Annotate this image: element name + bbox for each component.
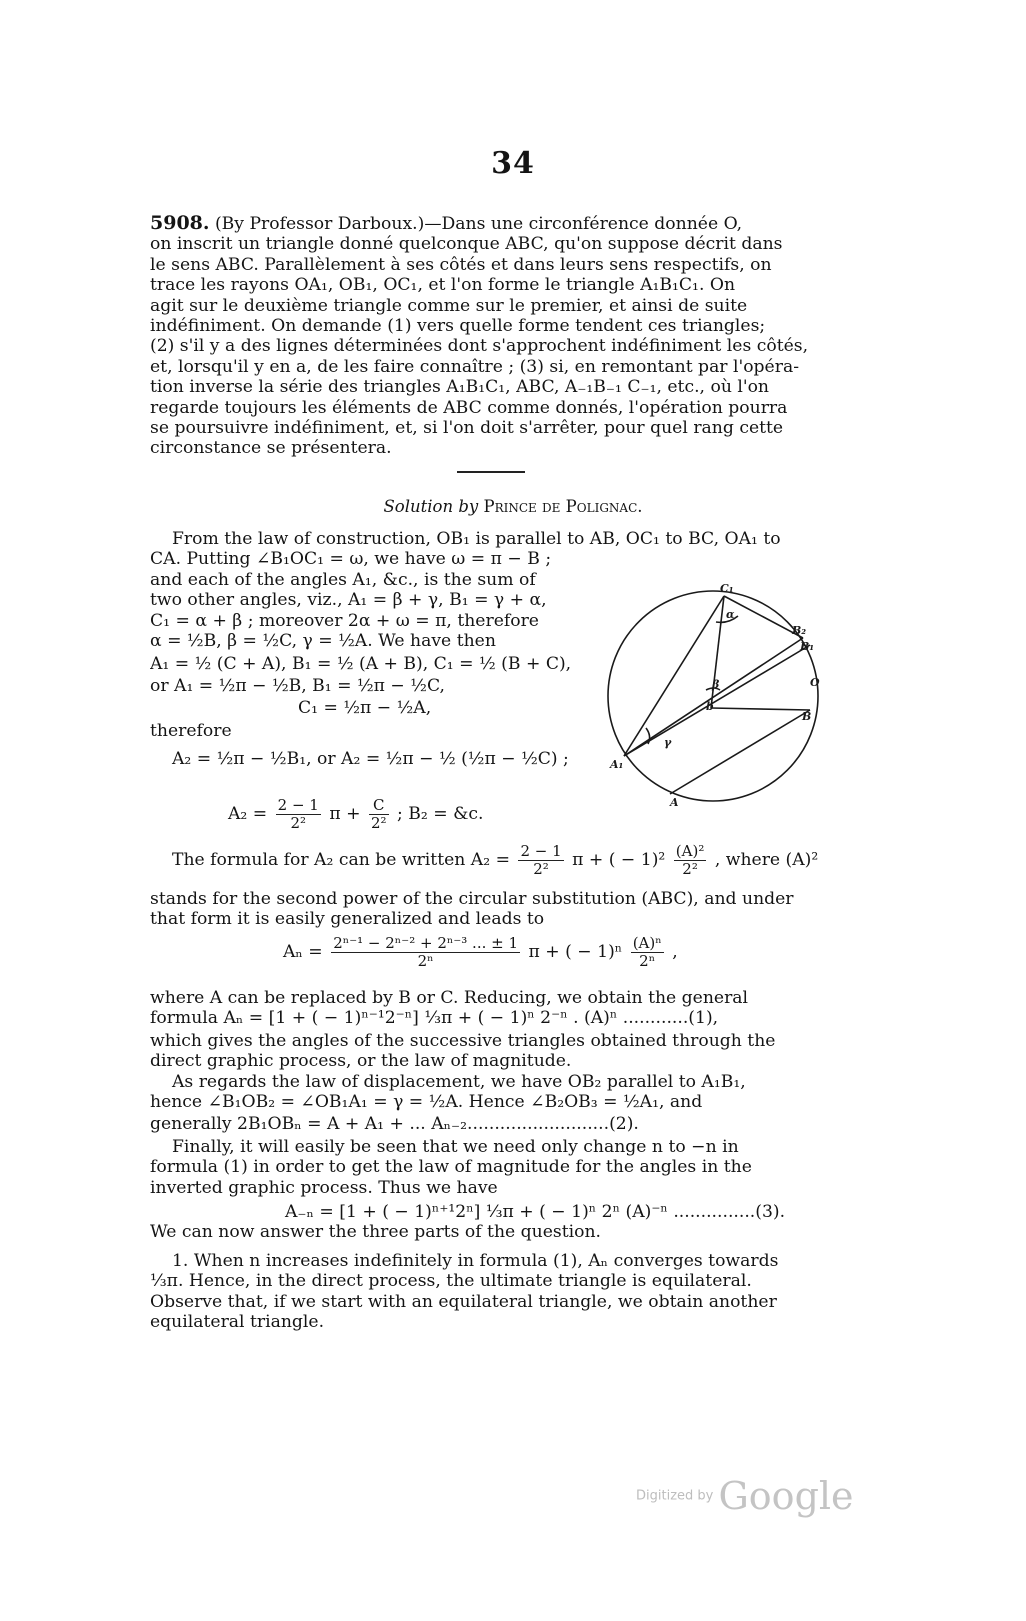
an-lhs: Aₙ = <box>283 942 323 962</box>
an-f2-den: 2ⁿ <box>639 952 656 970</box>
a2-fraction-2 <box>369 797 389 832</box>
an-fraction-2 <box>631 935 664 970</box>
label-a: A <box>670 796 679 809</box>
body-line: As regards the law of displacement, we have OB₂ parallel to A₁B₁, <box>172 1071 746 1092</box>
google-logo-text: Google <box>718 1474 854 1518</box>
problem-line: le sens ABC. Parallèlement à ses côtés et dans leurs sens respectifs, on <box>150 254 772 275</box>
formula-line-post: , where (A)² <box>714 850 819 870</box>
an-mid: π + ( − 1)ⁿ <box>528 942 623 962</box>
a2-mid: π + <box>329 804 361 824</box>
label-beta: β <box>712 678 720 691</box>
a2-fraction-1 <box>276 797 321 832</box>
intro-line: CA. Putting ∠B₁OC₁ = ω, we have ω = π − B ; <box>150 549 552 570</box>
solution-left-column <box>150 570 590 770</box>
a2-f1-den: 2² <box>290 814 307 832</box>
digitized-watermark <box>636 1474 854 1518</box>
problem-line: tion inverse la série des triangles A₁B₁C₁, ABC, A₋₁B₋₁ C₋₁, etc., où l'on <box>150 377 770 398</box>
label-b-center: b <box>706 700 714 713</box>
problem-line: (2) s'il y a des lignes déterminées dont s'approchent indéfiniment les côtés, <box>150 336 809 357</box>
problem-line: agit sur le deuxième triangle comme sur le premier, et ainsi de suite <box>150 295 748 316</box>
body-paragraph-2 <box>150 988 830 1333</box>
problem-line-1 <box>150 213 830 234</box>
formula-line-mid: π + ( − 1)² <box>572 850 666 870</box>
body-line: direct graphic process, or the law of magnitude. <box>150 1051 572 1072</box>
section-divider <box>457 471 525 473</box>
body-line: equilateral triangle. <box>150 1312 325 1333</box>
label-b1: B₁ <box>800 640 815 653</box>
label-a1: A₁ <box>610 758 624 771</box>
body-line: which gives the angles of the successive triangles obtained through the <box>150 1030 776 1051</box>
solution-author: Prince de Polignac. <box>483 497 643 516</box>
an-f1-num: 2ⁿ⁻¹ − 2ⁿ⁻² + 2ⁿ⁻³ ... ± 1 <box>333 934 519 952</box>
label-b2: B₂ <box>792 624 807 637</box>
problem-line: et, lorsqu'il y en a, de les faire connaître ; (3) si, en remontant par l'opéra- <box>150 356 800 377</box>
body-line: Finally, it will easily be seen that we need only change n to −n in <box>172 1136 739 1157</box>
left-line: and each of the angles A₁, &c., is the sum of <box>150 570 536 590</box>
line-a1-b2 <box>624 638 803 756</box>
solution-title <box>0 497 1026 516</box>
problem-line: trace les rayons OA₁, OB₁, OC₁, et l'on forme le triangle A₁B₁C₁. On <box>150 275 736 296</box>
label-c1: C₁ <box>720 582 734 595</box>
body-line: generally 2B₁OBₙ = A + A₁ + ... Aₙ₋₂..........................(2). <box>150 1114 639 1135</box>
left-line: α = ½B, β = ½C, γ = ½A. We have then <box>150 631 496 652</box>
problem-line: on inscrit un triangle donné quelconque ABC, qu'on suppose décrit dans <box>150 234 783 255</box>
line-center-b <box>711 708 810 710</box>
line-a1-c1 <box>624 596 724 756</box>
formula-f1-den: 2² <box>533 860 549 878</box>
solution-intro <box>150 529 830 570</box>
an-f2-num: (A)ⁿ <box>632 934 662 952</box>
a2-f2-den: 2² <box>370 814 387 832</box>
body-line: that form it is easily generalized and leads to <box>150 909 545 930</box>
body-line: 1. When n increases indefinitely in formula (1), Aₙ converges towards <box>172 1250 779 1271</box>
a2-tail: ; B₂ = &c. <box>396 804 484 824</box>
formula-fraction-2 <box>674 843 707 878</box>
a2-general-formula <box>172 843 818 878</box>
formula-f1-num: 2 − 1 <box>520 842 562 860</box>
body-line: formula (1) in order to get the law of magnitude for the angles in the <box>150 1157 752 1178</box>
formula-f2-den: 2² <box>682 860 698 878</box>
left-line: A₂ = ½π − ½B₁, or A₂ = ½π − ½ (½π − ½C) ; <box>172 749 569 770</box>
problem-statement <box>150 213 830 459</box>
an-formula <box>283 935 678 970</box>
left-line: two other angles, viz., A₁ = β + γ, B₁ = γ + α, <box>150 590 547 611</box>
an-f1-den: 2ⁿ <box>417 952 434 970</box>
label-o: O <box>810 676 820 689</box>
intro-line: From the law of construction, OB₁ is parallel to AB, OC₁ to BC, OA₁ to <box>172 529 781 549</box>
a2-f1-num: 2 − 1 <box>277 796 319 814</box>
body-line: A₋ₙ = [1 + ( − 1)ⁿ⁺¹2ⁿ] ⅓π + ( − 1)ⁿ 2ⁿ (A)⁻ⁿ ...............(3). <box>285 1202 786 1223</box>
body-line: We can now answer the three parts of the question. <box>150 1222 601 1243</box>
left-line: C₁ = ½π − ½A, <box>298 698 432 719</box>
left-line: therefore <box>150 720 232 741</box>
a2-f2-num: C <box>369 797 389 815</box>
circle-diagram <box>588 578 838 814</box>
problem-line: regarde toujours les éléments de ABC comme donnés, l'opération pourra <box>150 397 788 418</box>
body-line: inverted graphic process. Thus we have <box>150 1177 498 1198</box>
watermark-prefix: Digitized by <box>636 1488 714 1504</box>
label-b: B <box>802 710 812 723</box>
problem-line: indéfiniment. On demande (1) vers quelle forme tendent ces triangles; <box>150 316 766 337</box>
left-line: or A₁ = ½π − ½B, B₁ = ½π − ½C, <box>150 676 445 697</box>
body-line: formula Aₙ = [1 + ( − 1)ⁿ⁻¹2⁻ⁿ] ⅓π + ( − 1)ⁿ 2⁻ⁿ . (A)ⁿ ............(1), <box>150 1008 719 1029</box>
left-line: C₁ = α + β ; moreover 2α + ω = π, therefore <box>150 610 539 631</box>
body-line: where A can be replaced by B or C. Reducing, we obtain the general <box>150 988 749 1008</box>
left-line: A₁ = ½ (C + A), B₁ = ½ (A + B), C₁ = ½ (B + C), <box>150 653 572 674</box>
label-gamma: γ <box>664 736 672 749</box>
body-paragraph-1 <box>150 889 830 930</box>
label-alpha: α <box>726 608 735 621</box>
problem-line: circonstance se présentera. <box>150 438 392 459</box>
formula-fraction-1 <box>518 843 563 878</box>
line-a-b <box>670 710 810 794</box>
body-line: ⅓π. Hence, in the direct process, the ultimate triangle is equilateral. <box>150 1271 752 1292</box>
an-fraction-1 <box>331 935 520 970</box>
problem-number: 5908. <box>150 213 210 234</box>
page-number: 34 <box>491 146 535 181</box>
body-line: stands for the second power of the circular substitution (ABC), and under <box>150 889 794 909</box>
an-post: , <box>672 942 678 962</box>
body-line: Observe that, if we start with an equilateral triangle, we obtain another <box>150 1291 777 1312</box>
formula-line-pre: The formula for A₂ can be written A₂ = <box>172 850 510 870</box>
problem-line: se poursuivre indéfiniment, et, si l'on doit s'arrêter, pour quel rang cette <box>150 418 784 439</box>
a2-formula <box>228 797 483 832</box>
formula-f2-num: (A)² <box>675 842 705 860</box>
a2-lhs: A₂ = <box>228 804 268 824</box>
solution-title-prefix: Solution by <box>383 497 479 516</box>
problem-line-1-text: (By Professor Darboux.)—Dans une circonférence donnée O, <box>214 214 743 234</box>
body-line: hence ∠B₁OB₂ = ∠OB₁A₁ = γ = ½A. Hence ∠B₂OB₃ = ½A₁, and <box>150 1092 703 1113</box>
